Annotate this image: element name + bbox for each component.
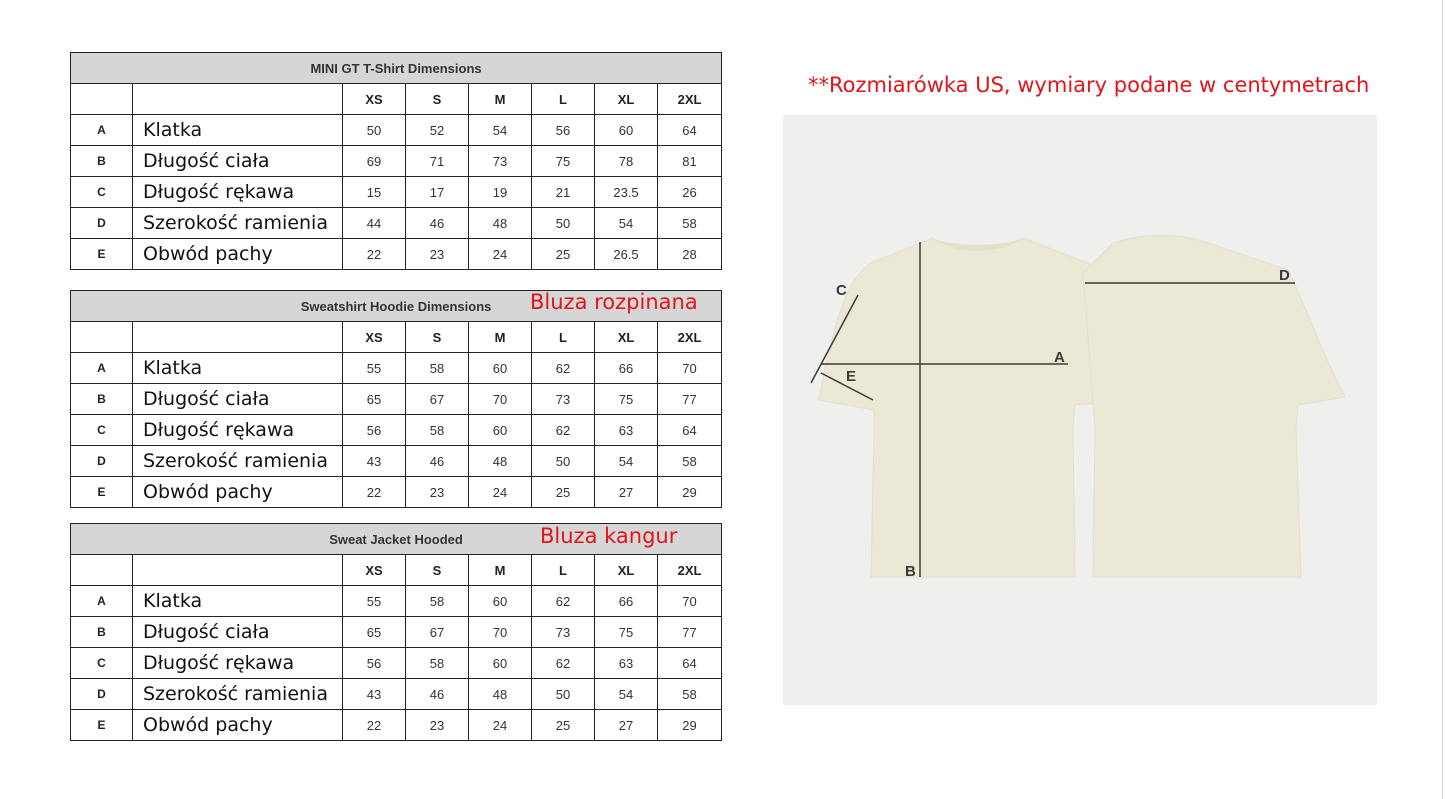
measure-value: 67	[406, 384, 469, 415]
measure-letter: A	[71, 586, 133, 617]
measure-value: 71	[406, 146, 469, 177]
measure-value: 62	[532, 353, 595, 384]
measure-value: 62	[532, 415, 595, 446]
blank-cell	[71, 322, 133, 353]
measure-value: 64	[658, 415, 722, 446]
label-c: C	[836, 282, 847, 299]
table-row	[71, 353, 722, 384]
measure-letter: D	[71, 446, 133, 477]
measure-value: 48	[469, 208, 532, 239]
measure-value: 58	[406, 586, 469, 617]
label-a: A	[1054, 349, 1065, 366]
size-header: M	[469, 555, 532, 586]
measure-value: 65	[343, 617, 406, 648]
measure-value: 75	[532, 146, 595, 177]
table-row	[71, 384, 722, 415]
table-row	[71, 239, 722, 270]
measure-letter: E	[71, 710, 133, 741]
measure-value: 58	[406, 648, 469, 679]
measure-value: 70	[658, 353, 722, 384]
measure-value: 60	[469, 586, 532, 617]
measure-value: 43	[343, 446, 406, 477]
table-row	[71, 446, 722, 477]
measure-value: 55	[343, 586, 406, 617]
size-header: XS	[343, 84, 406, 115]
measure-name: Szerokość ramienia	[133, 679, 343, 710]
measure-value: 50	[532, 208, 595, 239]
table-row	[71, 146, 722, 177]
measure-letter: C	[71, 177, 133, 208]
hoodie-size-table	[70, 290, 722, 508]
measure-letter: A	[71, 353, 133, 384]
measure-value: 25	[532, 710, 595, 741]
table-row	[71, 177, 722, 208]
jacket-label: Bluza kangur	[540, 524, 678, 548]
measure-value: 58	[406, 415, 469, 446]
measure-value: 28	[658, 239, 722, 270]
measure-value: 48	[469, 679, 532, 710]
size-header: S	[406, 555, 469, 586]
size-header: XS	[343, 555, 406, 586]
measure-value: 56	[532, 115, 595, 146]
measure-value: 75	[595, 617, 658, 648]
blank-cell	[133, 84, 343, 115]
measure-value: 26.5	[595, 239, 658, 270]
measure-letter: B	[71, 617, 133, 648]
measure-value: 58	[658, 446, 722, 477]
measure-value: 66	[595, 586, 658, 617]
table-row	[71, 648, 722, 679]
measure-value: 56	[343, 648, 406, 679]
size-note: **Rozmiarówka US, wymiary podane w centymetrach	[808, 73, 1370, 97]
measure-value: 22	[343, 710, 406, 741]
measure-value: 50	[532, 446, 595, 477]
measure-value: 63	[595, 415, 658, 446]
measure-value: 23	[406, 239, 469, 270]
measure-value: 73	[532, 384, 595, 415]
measure-value: 19	[469, 177, 532, 208]
measure-value: 60	[469, 415, 532, 446]
table-row	[71, 415, 722, 446]
measure-value: 60	[469, 353, 532, 384]
measure-value: 58	[406, 353, 469, 384]
measure-value: 54	[595, 446, 658, 477]
measure-value: 65	[343, 384, 406, 415]
measure-value: 60	[469, 648, 532, 679]
measure-value: 77	[658, 617, 722, 648]
measure-value: 23	[406, 710, 469, 741]
measure-value: 63	[595, 648, 658, 679]
tshirt-size-table	[70, 52, 722, 270]
measure-value: 17	[406, 177, 469, 208]
table-row	[71, 617, 722, 648]
measure-value: 77	[658, 384, 722, 415]
measure-value: 58	[658, 679, 722, 710]
measure-name: Obwód pachy	[133, 710, 343, 741]
tshirt-measurement-diagram	[783, 115, 1377, 705]
measure-value: 22	[343, 477, 406, 508]
measure-name: Klatka	[133, 586, 343, 617]
measure-name: Klatka	[133, 353, 343, 384]
blank-cell	[133, 322, 343, 353]
size-header: XL	[595, 84, 658, 115]
measure-value: 64	[658, 648, 722, 679]
measure-value: 26	[658, 177, 722, 208]
measure-name: Obwód pachy	[133, 239, 343, 270]
size-header: M	[469, 84, 532, 115]
measure-letter: E	[71, 239, 133, 270]
back-tshirt	[1083, 236, 1345, 578]
measure-value: 73	[532, 617, 595, 648]
measure-value: 23.5	[595, 177, 658, 208]
measure-value: 70	[469, 384, 532, 415]
measure-value: 44	[343, 208, 406, 239]
measure-letter: C	[71, 648, 133, 679]
measure-value: 56	[343, 415, 406, 446]
measure-name: Długość ciała	[133, 617, 343, 648]
measure-name: Klatka	[133, 115, 343, 146]
size-header: S	[406, 322, 469, 353]
hoodie-label: Bluza rozpinana	[530, 290, 698, 314]
measure-name: Szerokość ramienia	[133, 208, 343, 239]
table-row	[71, 679, 722, 710]
measure-name: Szerokość ramienia	[133, 446, 343, 477]
measure-value: 54	[595, 679, 658, 710]
measure-letter: A	[71, 115, 133, 146]
measure-value: 46	[406, 208, 469, 239]
blank-cell	[71, 84, 133, 115]
table-row	[71, 710, 722, 741]
label-b: B	[905, 563, 916, 580]
table-row	[71, 586, 722, 617]
size-header: XL	[595, 555, 658, 586]
measure-name: Długość rękawa	[133, 648, 343, 679]
size-header-row	[71, 322, 722, 353]
table-title: Sweatshirt Hoodie Dimensions	[71, 291, 722, 322]
table-title: Sweat Jacket Hooded	[71, 524, 722, 555]
size-header: M	[469, 322, 532, 353]
measure-value: 46	[406, 446, 469, 477]
measure-value: 29	[658, 710, 722, 741]
measure-value: 15	[343, 177, 406, 208]
measure-value: 24	[469, 710, 532, 741]
measure-value: 64	[658, 115, 722, 146]
measure-value: 78	[595, 146, 658, 177]
label-e: E	[846, 368, 857, 385]
measure-value: 67	[406, 617, 469, 648]
measure-value: 27	[595, 477, 658, 508]
table-row	[71, 477, 722, 508]
measure-letter: E	[71, 477, 133, 508]
blank-cell	[133, 555, 343, 586]
size-header: 2XL	[658, 322, 722, 353]
size-header-row	[71, 555, 722, 586]
size-header: XL	[595, 322, 658, 353]
front-tshirt	[819, 238, 1128, 577]
tshirt-illustration	[783, 115, 1377, 705]
measure-value: 24	[469, 239, 532, 270]
measure-value: 81	[658, 146, 722, 177]
measure-value: 52	[406, 115, 469, 146]
measure-value: 75	[595, 384, 658, 415]
measure-value: 62	[532, 648, 595, 679]
measure-value: 70	[469, 617, 532, 648]
size-header: XS	[343, 322, 406, 353]
label-d: D	[1279, 267, 1290, 284]
measure-letter: B	[71, 384, 133, 415]
size-header: L	[532, 322, 595, 353]
measure-name: Długość rękawa	[133, 177, 343, 208]
size-header: L	[532, 555, 595, 586]
measure-value: 21	[532, 177, 595, 208]
measure-name: Długość ciała	[133, 146, 343, 177]
measure-value: 43	[343, 679, 406, 710]
measure-value: 50	[532, 679, 595, 710]
size-header: 2XL	[658, 84, 722, 115]
measure-value: 54	[595, 208, 658, 239]
table-row	[71, 208, 722, 239]
measure-value: 69	[343, 146, 406, 177]
measure-letter: B	[71, 146, 133, 177]
measure-letter: D	[71, 679, 133, 710]
size-header: S	[406, 84, 469, 115]
measure-value: 22	[343, 239, 406, 270]
measure-value: 66	[595, 353, 658, 384]
size-header-row	[71, 84, 722, 115]
measure-value: 60	[595, 115, 658, 146]
measure-value: 58	[658, 208, 722, 239]
measure-value: 27	[595, 710, 658, 741]
measure-value: 73	[469, 146, 532, 177]
measure-value: 50	[343, 115, 406, 146]
measure-name: Obwód pachy	[133, 477, 343, 508]
measure-value: 23	[406, 477, 469, 508]
measure-letter: D	[71, 208, 133, 239]
measure-value: 54	[469, 115, 532, 146]
table-row	[71, 115, 722, 146]
measure-value: 62	[532, 586, 595, 617]
measure-name: Długość ciała	[133, 384, 343, 415]
table-title: MINI GT T-Shirt Dimensions	[71, 53, 722, 84]
page-edge-line	[1442, 0, 1443, 799]
measure-value: 25	[532, 239, 595, 270]
blank-cell	[71, 555, 133, 586]
size-header: 2XL	[658, 555, 722, 586]
measure-value: 46	[406, 679, 469, 710]
measure-value: 29	[658, 477, 722, 508]
measure-letter: C	[71, 415, 133, 446]
measure-value: 48	[469, 446, 532, 477]
measure-value: 70	[658, 586, 722, 617]
measure-name: Długość rękawa	[133, 415, 343, 446]
size-header: L	[532, 84, 595, 115]
jacket-size-table	[70, 523, 722, 741]
measure-value: 25	[532, 477, 595, 508]
measure-value: 24	[469, 477, 532, 508]
measure-value: 55	[343, 353, 406, 384]
